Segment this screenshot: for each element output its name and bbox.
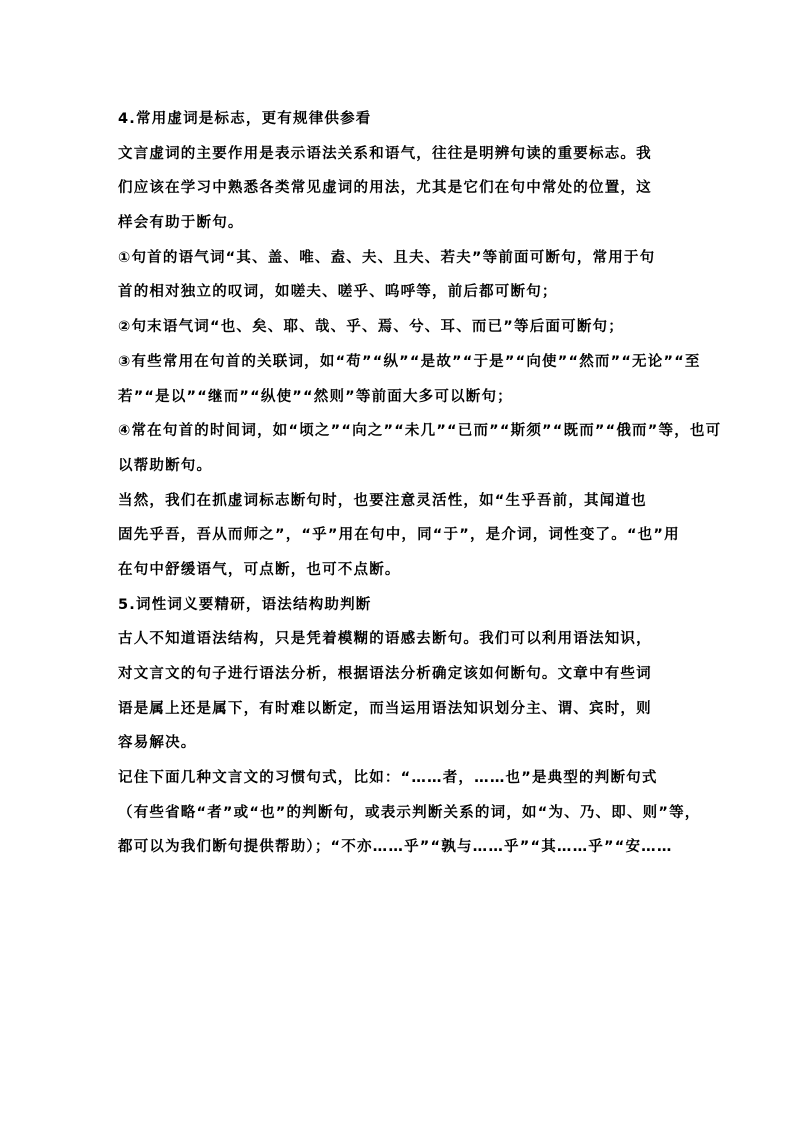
list-item-2-line: ②句末语气词“也、矣、耶、哉、乎、焉、兮、耳、而已”等后面可断句； <box>118 319 624 336</box>
paragraph-line: 都可以为我们断句提供帮助）；“不亦……乎”“孰与……乎”“其……乎”“安…… <box>118 839 673 856</box>
paragraph-line: 文言虚词的主要作用是表示语法关系和语气，往往是明辨句读的重要标志。我 <box>118 145 652 162</box>
list-item-3-line: 若”“是以”“继而”“纵使”“然则”等前面大多可以断句； <box>118 388 513 405</box>
list-item-4-line: ④常在句首的时间词，如“顷之”“向之”“未几”“已而”“斯须”“既而”“俄而”等，也可 <box>118 423 722 440</box>
paragraph-line: 对文言文的句子进行语法分析，根据语法分析确定该如何断句。文章中有些词 <box>118 666 652 682</box>
paragraph-line: 记住下面几种文言文的习惯句式，比如：“……者，……也”是典型的判断句式 <box>118 770 658 787</box>
paragraph-line: （有些省略“者”或“也”的判断句，或表示判断关系的词，如“为、乃、即、则”等， <box>118 804 701 821</box>
list-item-3-line: ③有些常用在句首的关联词，如“苟”“纵”“是故”“于是”“向使”“然而”“无论”“至 <box>118 353 701 370</box>
list-item-1-line: 首的相对独立的叹词，如嗟夫、嗟乎、呜呼等，前后都可断句； <box>118 284 558 301</box>
paragraph-line: 在句中舒缓语气，可点断，也可不点断。 <box>118 561 401 578</box>
document-body <box>118 102 722 865</box>
section-heading-4: 4.常用虚词是标志，更有规律供参看 <box>118 111 372 127</box>
paragraph-line: 们应该在学习中熟悉各类常见虚词的用法，尤其是它们在句中常处的位置，这 <box>118 180 652 197</box>
paragraph-line: 古人不知道语法结构，只是凭着模糊的语感去断句。我们可以利用语法知识， <box>118 631 652 648</box>
list-item-4-line: 以帮助断句。 <box>118 457 213 474</box>
paragraph-line: 样会有助于断句。 <box>118 215 244 232</box>
paragraph-line: 语是属上还是属下，有时难以断定，而当运用语法知识划分主、谓、宾时，则 <box>118 700 652 717</box>
paragraph-line: 当然，我们在抓虚词标志断句时，也要注意灵活性，如“生乎吾前，其闻道也 <box>118 492 647 509</box>
paragraph-line: 容易解决。 <box>118 735 197 752</box>
section-heading-5: 5.词性词义要精研，语法结构助判断 <box>118 596 372 613</box>
list-item-1-line: ①句首的语气词“其、盖、唯、盍、夫、且夫、若夫”等前面可断句，常用于句 <box>118 249 656 266</box>
paragraph-line: 固先乎吾，吾从而师之”，“乎”用在句中，同“于”，是介词，词性变了。“也”用 <box>118 527 680 544</box>
